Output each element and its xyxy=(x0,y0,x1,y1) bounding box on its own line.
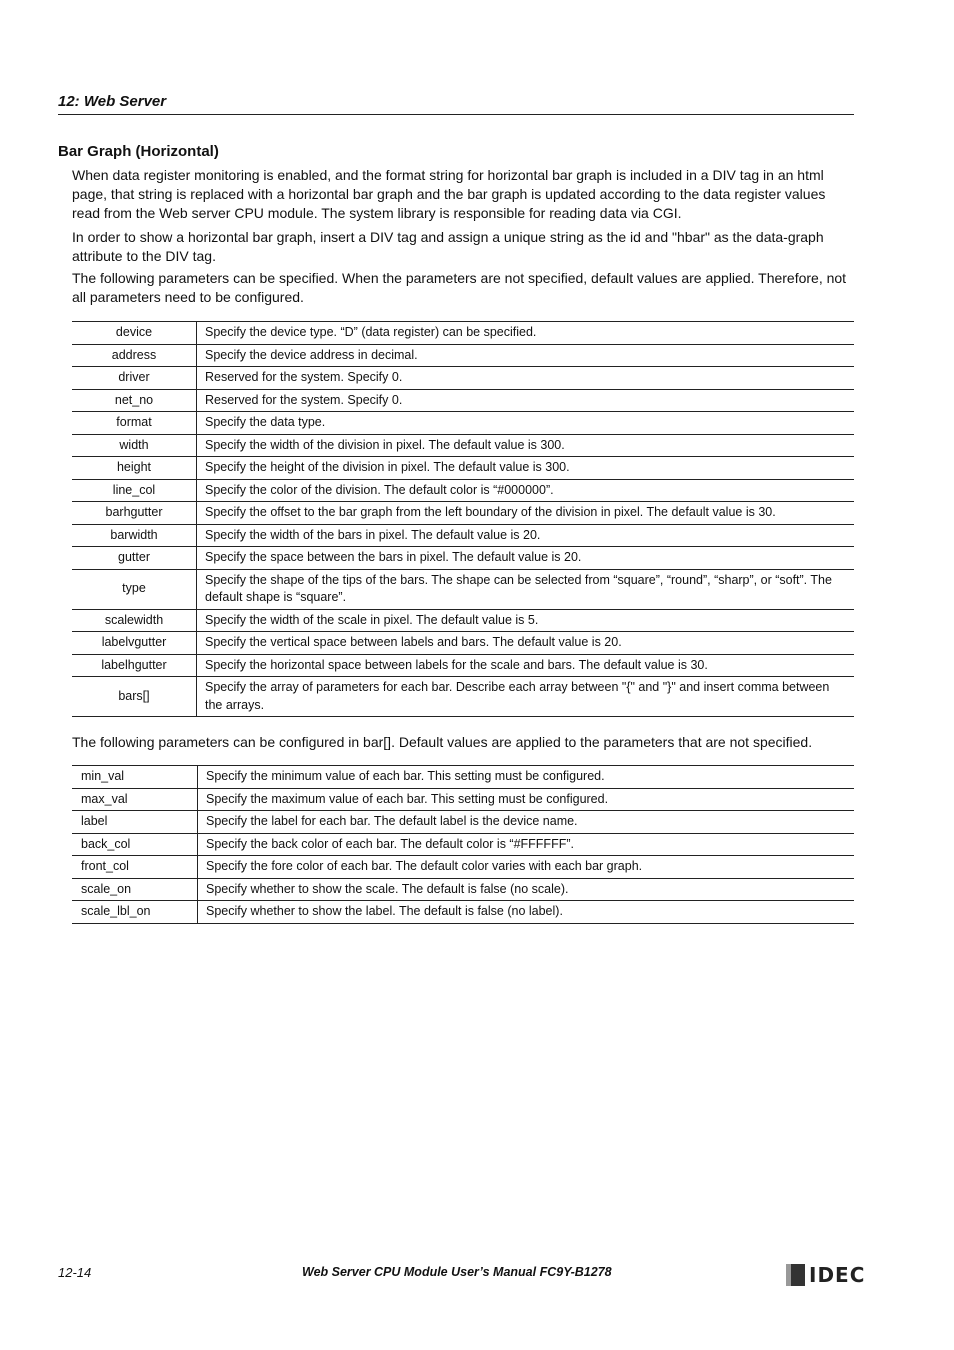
parameter-name: bars[] xyxy=(72,677,197,717)
parameter-name: line_col xyxy=(72,479,197,502)
section-title: Bar Graph (Horizontal) xyxy=(58,143,219,160)
table-row xyxy=(72,344,854,367)
page-number: 12-14 xyxy=(58,1265,92,1280)
parameter-name: driver xyxy=(72,367,197,390)
parameter-name: scale_lbl_on xyxy=(72,901,198,924)
table-row xyxy=(72,457,854,480)
parameter-description: Specify the color of the division. The default color is “#000000”. xyxy=(197,479,855,502)
table-row xyxy=(72,677,854,717)
bar-parameters-table xyxy=(72,765,854,924)
table-row xyxy=(72,878,854,901)
parameter-description: Specify the horizontal space between labels for the scale and bars. The default value is 30. xyxy=(197,654,855,677)
parameter-name: labelvgutter xyxy=(72,632,197,655)
table-row xyxy=(72,412,854,435)
parameter-name: back_col xyxy=(72,833,198,856)
table-row xyxy=(72,389,854,412)
idec-logo-mark-icon xyxy=(786,1264,805,1286)
parameter-name: scalewidth xyxy=(72,609,197,632)
idec-logo-text: IDEC xyxy=(809,1263,866,1287)
parameter-name: front_col xyxy=(72,856,198,879)
parameter-name: address xyxy=(72,344,197,367)
parameter-name: width xyxy=(72,434,197,457)
paragraph-parameters: The following parameters can be specified. When the parameters are not specified, default values are applied. Therefore, not all parameters need to be configured. xyxy=(72,270,847,305)
parameters-table xyxy=(72,321,854,717)
parameter-name: max_val xyxy=(72,788,198,811)
parameter-name: labelhgutter xyxy=(72,654,197,677)
parameter-description: Specify the back color of each bar. The default color is “#FFFFFF”. xyxy=(198,833,855,856)
parameter-description: Specify the device address in decimal. xyxy=(197,344,855,367)
table-row xyxy=(72,856,854,879)
parameter-description: Specify the fore color of each bar. The default color varies with each bar graph. xyxy=(198,856,855,879)
parameter-name: min_val xyxy=(72,766,198,789)
parameter-name: label xyxy=(72,811,198,834)
parameter-description: Specify the vertical space between labels and bars. The default value is 20. xyxy=(197,632,855,655)
manual-title: Web Server CPU Module User’s Manual FC9Y-B1278 xyxy=(302,1265,612,1279)
parameter-description: Specify the data type. xyxy=(197,412,855,435)
parameter-description: Reserved for the system. Specify 0. xyxy=(197,367,855,390)
parameter-name: height xyxy=(72,457,197,480)
parameter-description: Specify the shape of the tips of the bars. The shape can be selected from “square”, “round”, “sharp”, or “soft”. The default shape is “square”. xyxy=(197,569,855,609)
parameter-description: Specify the width of the division in pixel. The default value is 300. xyxy=(197,434,855,457)
table-row xyxy=(72,569,854,609)
table-row xyxy=(72,479,854,502)
parameter-description: Specify whether to show the label. The default is false (no label). xyxy=(198,901,855,924)
parameter-name: device xyxy=(72,322,197,345)
parameter-description: Specify the space between the bars in pixel. The default value is 20. xyxy=(197,547,855,570)
chapter-header: 12: Web Server xyxy=(58,93,854,115)
parameter-description: Specify the maximum value of each bar. This setting must be configured. xyxy=(198,788,855,811)
table-row xyxy=(72,766,854,789)
table-row xyxy=(72,901,854,924)
parameter-description: Specify the array of parameters for each bar. Describe each array between "{" and "}" and insert comma between the arrays. xyxy=(197,677,855,717)
paragraph-bar-parameters: The following parameters can be configured in bar[]. Default values are applied to the parameters that are not specified. xyxy=(72,734,813,750)
parameter-name: barhgutter xyxy=(72,502,197,525)
table-row xyxy=(72,654,854,677)
table-row xyxy=(72,609,854,632)
parameter-name: net_no xyxy=(72,389,197,412)
parameter-description: Specify the label for each bar. The default label is the device name. xyxy=(198,811,855,834)
table-row xyxy=(72,833,854,856)
paragraph-intro: When data register monitoring is enabled, and the format string for horizontal bar graph is included in a DIV tag in an html page, that string is replaced with a horizontal bar graph and the bar graph is updated according to the data register values read from the Web server CPU module. The system library is responsible for reading data via CGI. xyxy=(72,167,826,221)
table-row xyxy=(72,788,854,811)
table-row xyxy=(72,367,854,390)
table-row xyxy=(72,632,854,655)
table-row xyxy=(72,547,854,570)
parameter-description: Specify the width of the scale in pixel. The default value is 5. xyxy=(197,609,855,632)
parameter-description: Specify the device type. “D” (data register) can be specified. xyxy=(197,322,855,345)
table-row xyxy=(72,811,854,834)
parameter-name: gutter xyxy=(72,547,197,570)
table-row xyxy=(72,434,854,457)
parameter-description: Specify the height of the division in pixel. The default value is 300. xyxy=(197,457,855,480)
parameter-description: Specify the minimum value of each bar. This setting must be configured. xyxy=(198,766,855,789)
parameter-description: Specify the offset to the bar graph from the left boundary of the division in pixel. The default value is 30. xyxy=(197,502,855,525)
parameter-name: type xyxy=(72,569,197,609)
parameter-description: Specify whether to show the scale. The default is false (no scale). xyxy=(198,878,855,901)
parameter-description: Reserved for the system. Specify 0. xyxy=(197,389,855,412)
table-row xyxy=(72,502,854,525)
table-row xyxy=(72,524,854,547)
table-row xyxy=(72,322,854,345)
idec-logo xyxy=(786,1263,865,1287)
parameter-name: barwidth xyxy=(72,524,197,547)
paragraph-div-tag: In order to show a horizontal bar graph, insert a DIV tag and assign a unique string as the id and "hbar" as the data-graph attribute to the DIV tag. xyxy=(72,229,824,264)
parameter-description: Specify the width of the bars in pixel. The default value is 20. xyxy=(197,524,855,547)
parameter-name: scale_on xyxy=(72,878,198,901)
parameter-name: format xyxy=(72,412,197,435)
